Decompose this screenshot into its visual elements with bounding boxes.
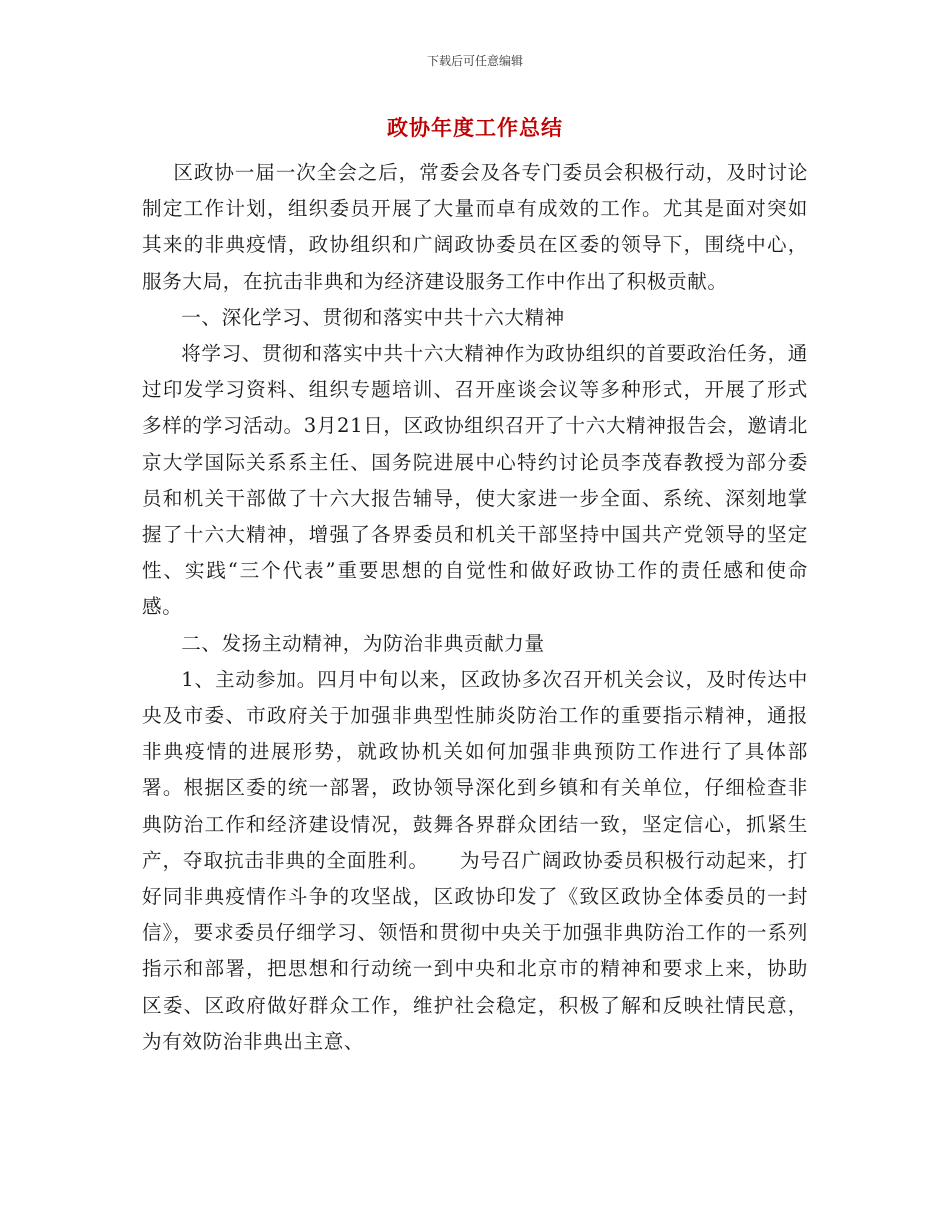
- document-body: [142, 155, 808, 1060]
- section-heading-1: 一、深化学习、贯彻和落实中共十六大精神: [181, 305, 565, 329]
- section-heading-2: 二、发扬主动精神，为防治非典贡献力量: [181, 631, 545, 655]
- paragraph-participation: 1、主动参加。四月中旬以来，区政协多次召开机关会议，及时传达中央及市委、市政府关于加强非典型性肺炎防治工作的重要指示精神，通报非典疫情的进展形势，就政协机关如何加强非典预防工作进行了具体部署。根据区委的统一部署，政协领导深化到乡镇和有关单位，仔细检查非典防治工作和经济建设情况，鼓舞各界群众团结一致，坚定信心，抓紧生产，夺取抗击非典的全面胜利。 为号召广阔政协委员积极行动起来，打好同非典疫情作斗争的攻坚战，区政协印发了《致区政协全体委员的一封信》，要求委员仔细学习、领悟和贯彻中央关于加强非典防治工作的一系列指示和部署，把思想和行动统一到中央和北京市的精神和要求上来，协助区委、区政府做好群众工作，维护社会稳定，积极了解和反映社情民意，为有效防治非典出主意、: [142, 667, 808, 1053]
- document-title: 政协年度工作总结: [387, 116, 563, 140]
- paragraph-intro: 区政协一届一次全会之后，常委会及各专门委员会积极行动，及时讨论制定工作计划，组织委员开展了大量而卓有成效的工作。尤其是面对突如其来的非典疫情，政协组织和广阔政协委员在区委的领导下，围绕中心，服务大局，在抗击非典和为经济建设服务工作中作出了积极贡献。: [142, 161, 808, 293]
- page-header: 下载后可任意编辑: [426, 54, 523, 68]
- paragraph-study: 将学习、贯彻和落实中共十六大精神作为政协组织的首要政治任务，通过印发学习资料、组织专题培训、召开座谈会议等多种形式，开展了形式多样的学习活动。3月21日，区政协组织召开了十六大精神报告会，邀请北京大学国际关系系主任、国务院进展中心特约讨论员李茂春教授为部分委员和机关干部做了十六大报告辅导，使大家进一步全面、系统、深刻地掌握了十六大精神，增强了各界委员和机关干部坚持中国共产党领导的坚定性、实践“三个代表”重要思想的自觉性和做好政协工作的责任感和使命感。: [142, 342, 808, 619]
